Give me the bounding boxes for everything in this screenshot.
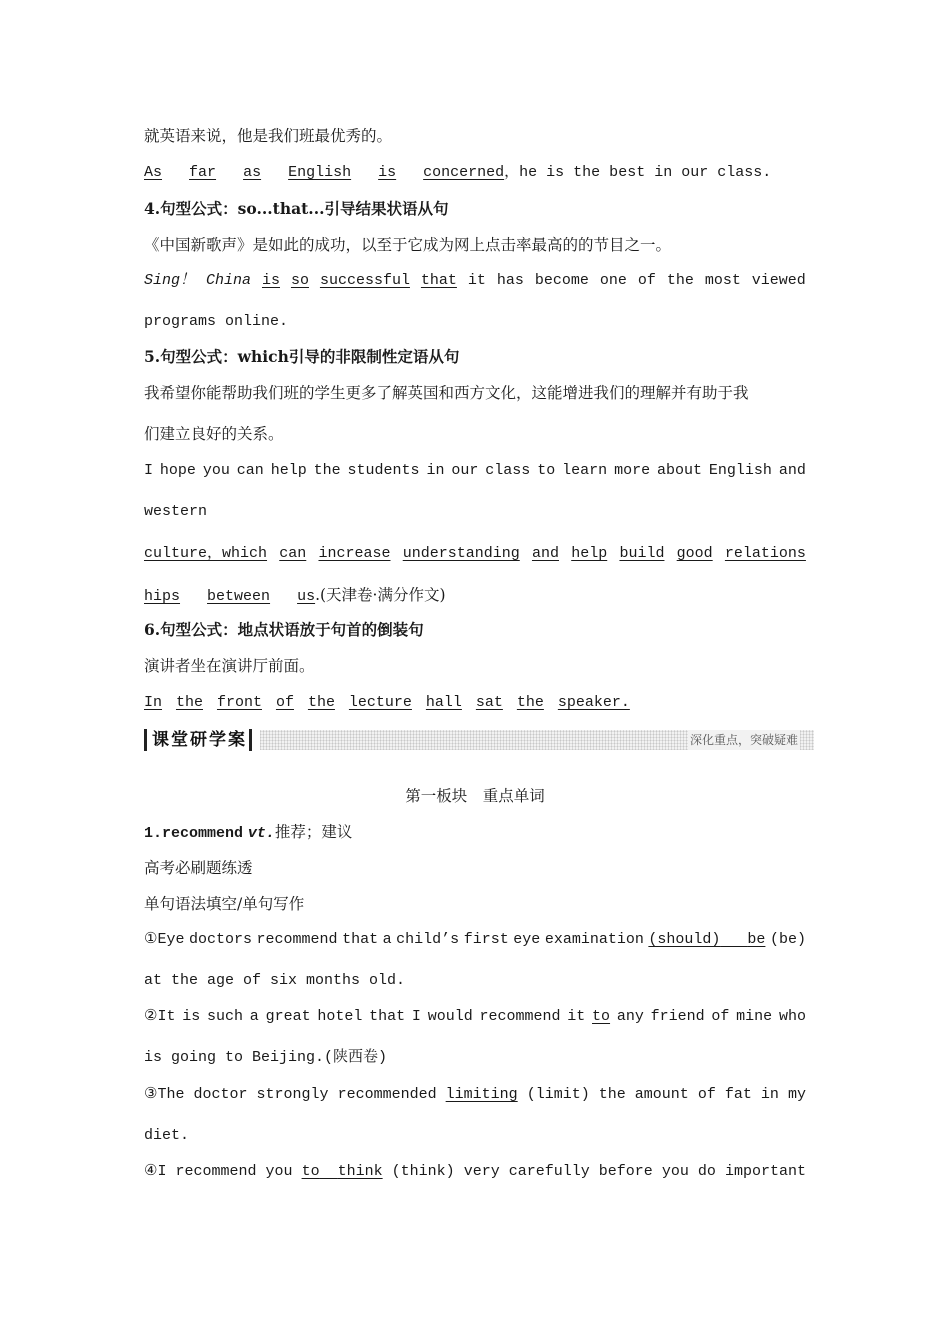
word: hope (159, 462, 196, 479)
answer-blank: (should) be (648, 931, 766, 948)
word: ①Eye (144, 931, 185, 948)
word: can (236, 462, 264, 479)
answer-word: front (216, 694, 262, 711)
word: students (347, 462, 420, 479)
answer-word: As (144, 164, 163, 181)
banner-title: 课堂研学案 (152, 730, 247, 750)
answer-word: of (275, 694, 294, 711)
answer-blank: limiting (445, 1086, 518, 1103)
word: most (704, 272, 741, 289)
word: examination (544, 931, 644, 948)
word: great (265, 1008, 311, 1025)
answer-word: concerned (423, 164, 505, 181)
english-sentence (144, 544, 806, 564)
word: I (411, 1008, 421, 1025)
answer-word: hips (144, 588, 181, 605)
answer-blank: to think (301, 1163, 383, 1180)
answer-word: good (676, 545, 713, 562)
answer-word: build (619, 545, 665, 562)
word: very (463, 1163, 500, 1180)
vocab-pos: vt. (247, 825, 275, 842)
word: child’s (396, 931, 460, 948)
word: and (778, 462, 806, 479)
answer-word: that (420, 272, 457, 289)
section-title: 第一板块 重点单词 (405, 787, 545, 805)
answer-word: increase (318, 545, 391, 562)
vocab-heading (144, 822, 806, 844)
answer-word: In (144, 694, 163, 711)
word: hotel (317, 1008, 363, 1025)
answer-word: hall (425, 694, 462, 711)
exercise-item (144, 1162, 806, 1182)
word: English (708, 462, 772, 479)
word: of (697, 1086, 716, 1103)
chinese-sentence: 我希望你能帮助我们班的学生更多了解英国和西方文化，这能增进我们的理解并有助于我 (144, 384, 749, 402)
english-sentence (144, 461, 806, 481)
word: in (760, 1086, 779, 1103)
word: that (369, 1008, 406, 1025)
english-sentence: western (144, 503, 208, 520)
answer-word: culture，which (144, 545, 268, 562)
answer-word: as (243, 164, 262, 181)
word: you (265, 1163, 293, 1180)
word: China (205, 272, 251, 289)
answer-word: far (189, 164, 217, 181)
word: who (778, 1008, 806, 1025)
word: eye (513, 931, 541, 948)
word: first (463, 931, 509, 948)
english-sentence (144, 163, 772, 183)
word: my (787, 1086, 806, 1103)
exercise-item-continued: is going to Beijing.(陕西卷) (144, 1049, 388, 1066)
word: our (451, 462, 479, 479)
exercise-item-continued: diet. (144, 1127, 190, 1144)
answer-word: is (261, 272, 280, 289)
word: (limit) (526, 1086, 590, 1103)
word: of (637, 272, 656, 289)
word: has (496, 272, 524, 289)
answer-word: help (571, 545, 608, 562)
word: a (249, 1008, 259, 1025)
word: the (666, 272, 694, 289)
word: recommend (256, 931, 338, 948)
word: carefully (508, 1163, 590, 1180)
word: is (182, 1008, 201, 1025)
word: recommended (337, 1086, 437, 1103)
word: important (724, 1163, 806, 1180)
word: any (616, 1008, 644, 1025)
answer-word: successful (319, 272, 410, 289)
word: ②It (144, 1008, 176, 1025)
word: recommend (175, 1163, 257, 1180)
answer-word: the (307, 694, 335, 711)
word: to (537, 462, 556, 479)
word: that (342, 931, 379, 948)
exercise-item (144, 1085, 806, 1105)
word: recommend (479, 1008, 561, 1025)
answer-word: us (297, 588, 316, 605)
word: ③The (144, 1086, 185, 1103)
word: amount (634, 1086, 689, 1103)
word: fat (724, 1086, 752, 1103)
word: such (207, 1008, 244, 1025)
word: the (313, 462, 341, 479)
word: it (467, 272, 486, 289)
chinese-sentence: 就英语来说，他是我们班最优秀的。 (144, 127, 393, 145)
answer-word: English (288, 164, 352, 181)
answer-word: relations (724, 545, 806, 562)
english-sentence (144, 585, 806, 607)
answer-word: so (290, 272, 309, 289)
chinese-sentence: 《中国新歌声》是如此的成功，以至于它成为网上点击率最高的的节目之一。 (144, 236, 672, 254)
answer-word: is (378, 164, 397, 181)
answer-word: and (531, 545, 559, 562)
chinese-sentence: 们建立良好的关系。 (144, 425, 284, 443)
banner-tag: 深化重点，突破疑难 (688, 730, 800, 750)
answer-word: can (279, 545, 307, 562)
word: ④I (144, 1163, 167, 1180)
word: before (598, 1163, 653, 1180)
vocab-meaning: 推荐；建议 (274, 823, 353, 841)
word: help (270, 462, 307, 479)
word: viewed (751, 272, 806, 289)
exercise-item (144, 1007, 806, 1027)
answer-word: between (207, 588, 271, 605)
formula-heading: 5.句型公式：which引导的非限制性定语从句 (144, 347, 460, 366)
word: do (697, 1163, 716, 1180)
exercise-item-continued: at the age of six months old. (144, 972, 406, 989)
word: mine (736, 1008, 773, 1025)
word: I (144, 462, 154, 479)
word: (be) (769, 931, 806, 948)
answer-word: speaker. (557, 694, 630, 711)
word: in (426, 462, 445, 479)
word: a (382, 931, 392, 948)
answer-word: sat (475, 694, 503, 711)
answer-blank: to (592, 1008, 611, 1025)
word: the (598, 1086, 626, 1103)
formula-heading: 4.句型公式：so...that...引导结果状语从句 (144, 199, 449, 218)
source-note: .(天津卷·满分作文) (315, 586, 446, 604)
english-sentence (144, 271, 806, 291)
vocab-word: 1.recommend (144, 825, 244, 842)
word: class (485, 462, 531, 479)
answer-word: the (516, 694, 544, 711)
word: more (614, 462, 651, 479)
word: Sing！ (144, 272, 196, 289)
word: doctor (193, 1086, 248, 1103)
answer-word: understanding (402, 545, 520, 562)
exercise-item (144, 930, 806, 950)
word: you (661, 1163, 689, 1180)
word: strongly (256, 1086, 329, 1103)
word: learn (562, 462, 608, 479)
chinese-sentence: 演讲者坐在演讲厅前面。 (144, 657, 315, 675)
word: (think) (391, 1163, 455, 1180)
word (144, 544, 267, 564)
word: you (202, 462, 230, 479)
word: of (711, 1008, 730, 1025)
word: become (534, 272, 589, 289)
subheading: 高考必刷题练透 (144, 859, 253, 877)
subheading: 单句语法填空/单句写作 (144, 895, 305, 913)
word: about (656, 462, 702, 479)
english-sentence (144, 693, 630, 713)
section-banner (144, 729, 814, 751)
answer-word: the (175, 694, 203, 711)
formula-heading: 6.句型公式：地点状语放于句首的倒装句 (144, 620, 424, 639)
word: would (427, 1008, 473, 1025)
english-sentence: programs online. (144, 313, 289, 330)
word: friend (650, 1008, 705, 1025)
word: one (599, 272, 627, 289)
sentence-rest: ，he is the best in our class. (504, 164, 772, 181)
word: doctors (188, 931, 252, 948)
word: it (567, 1008, 586, 1025)
answer-word: lecture (348, 694, 412, 711)
